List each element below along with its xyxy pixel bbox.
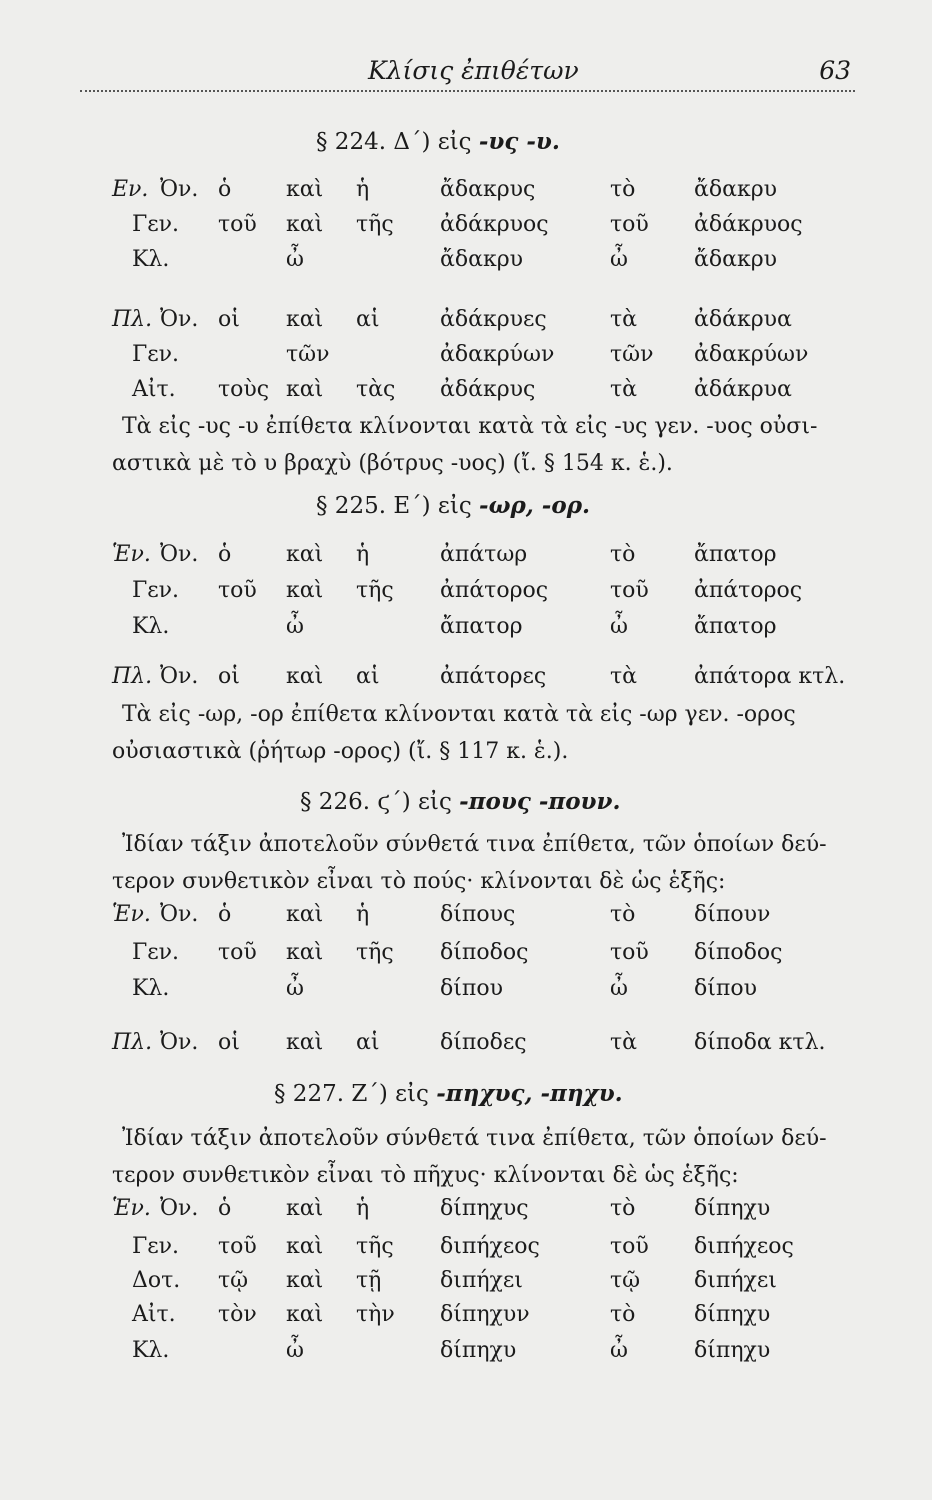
declension-art2: ἡ: [356, 902, 370, 927]
declension-form2: ἄπατορ: [694, 614, 777, 639]
declension-art1: τοῦ: [218, 578, 257, 603]
declension-art3: τῶν: [610, 342, 654, 367]
declension-kai: καὶ: [286, 212, 324, 237]
declension-art2: αἱ: [356, 307, 380, 332]
section-ending: -υς -υ.: [478, 128, 560, 155]
section-heading: [300, 788, 620, 815]
declension-kai: καὶ: [286, 542, 324, 567]
section-label: ϛ΄) εἰς: [377, 789, 452, 815]
declension-art2: τῆς: [356, 212, 394, 237]
declension-art2: ἡ: [356, 542, 370, 567]
page-header: [80, 52, 855, 92]
declension-art1: οἱ: [218, 1030, 240, 1055]
declension-num: Πλ.: [112, 664, 153, 689]
intro-line: τερον συνθετικὸν εἶναι τὸ πούς· κλίνονται δὲ ὡς ἑξῆς:: [112, 869, 726, 894]
declension-num: Πλ.: [112, 307, 153, 332]
declension-row: [0, 1030, 932, 1064]
declension-art3: ὦ: [610, 1338, 628, 1363]
declension-art1: τὸν: [218, 1302, 257, 1327]
declension-row: [0, 1338, 932, 1372]
intro-line: Ἰδίαν τάξιν ἀποτελοῦν σύνθετά τινα ἐπίθετα, τῶν ὁποίων δεύ-: [122, 1126, 827, 1151]
declension-form2: δίπουν: [694, 902, 771, 927]
declension-form2: διπήχει: [694, 1268, 777, 1293]
section-heading: [316, 128, 560, 155]
declension-art1: οἱ: [218, 307, 240, 332]
declension-case: Κλ.: [132, 614, 170, 639]
declension-kai: καὶ: [286, 902, 324, 927]
declension-form2: ἄδακρυ: [694, 247, 778, 272]
declension-case: Ὀν.: [160, 1196, 199, 1221]
declension-form1: ἀδάκρυος: [440, 212, 549, 237]
declension-kai: ὦ: [286, 976, 304, 1001]
declension-kai: καὶ: [286, 307, 324, 332]
declension-kai: καὶ: [286, 940, 324, 965]
declension-kai: καὶ: [286, 1234, 324, 1259]
declension-form2: δίπου: [694, 976, 757, 1001]
declension-row: [0, 342, 932, 376]
declension-art3: τὰ: [610, 1030, 638, 1055]
declension-row: [0, 1196, 932, 1230]
section-number: § 227.: [274, 1081, 345, 1107]
declension-art2: αἱ: [356, 1030, 380, 1055]
note-line: αστικὰ μὲ τὸ υ βραχὺ (βότρυς -υος) (ἴ. § 154 κ. ἑ.).: [112, 451, 673, 476]
declension-form1: δίπηχυ: [440, 1338, 517, 1363]
declension-row: [0, 1234, 932, 1268]
declension-art3: τὰ: [610, 307, 638, 332]
declension-form2: δίπηχυ: [694, 1196, 771, 1221]
declension-form2: δίπηχυ: [694, 1302, 771, 1327]
declension-form1: διπήχεος: [440, 1234, 540, 1259]
declension-kai: ὦ: [286, 247, 304, 272]
declension-form1: δίπηχυς: [440, 1196, 529, 1221]
declension-form2: δίπηχυ: [694, 1338, 771, 1363]
section-intro-paragraph: [112, 1120, 862, 1194]
declension-art3: τὸ: [610, 542, 636, 567]
declension-form1: ἀδάκρυς: [440, 377, 536, 402]
declension-case: Ὀν.: [160, 542, 199, 567]
declension-form1: δίπου: [440, 976, 503, 1001]
declension-art2: αἱ: [356, 664, 380, 689]
declension-row: [0, 902, 932, 936]
declension-form1: ἄπατορ: [440, 614, 523, 639]
section-number: § 225.: [316, 493, 387, 519]
declension-art3: ὦ: [610, 976, 628, 1001]
declension-form1: ἄδακρυ: [440, 247, 524, 272]
declension-art3: ὦ: [610, 614, 628, 639]
declension-art1: τοῦ: [218, 940, 257, 965]
declension-art1: ὁ: [218, 902, 232, 927]
declension-art3: τοῦ: [610, 212, 649, 237]
declension-num: Ἑν.: [112, 902, 151, 927]
declension-case: Ὀν.: [160, 664, 199, 689]
intro-line: τερον συνθετικὸν εἶναι τὸ πῆχυς· κλίνονται δὲ ὡς ἑξῆς:: [112, 1163, 739, 1188]
declension-case: Γεν.: [132, 578, 180, 603]
declension-art3: τὰ: [610, 664, 638, 689]
section-ending: -ωρ, -ορ.: [479, 492, 590, 519]
declension-row: [0, 976, 932, 1010]
declension-row: [0, 177, 932, 211]
declension-form2: ἀπάτορος: [694, 578, 803, 603]
declension-kai: καὶ: [286, 177, 324, 202]
declension-form2: δίποδος: [694, 940, 783, 965]
declension-form2: ἄπατορ: [694, 542, 777, 567]
declension-form1: ἀπάτορος: [440, 578, 549, 603]
declension-row: [0, 1268, 932, 1302]
declension-form1: δίποδες: [440, 1030, 527, 1055]
declension-kai: καὶ: [286, 578, 324, 603]
declension-case: Ὀν.: [160, 1030, 199, 1055]
declension-art2: ἡ: [356, 1196, 370, 1221]
declension-case: Αἰτ.: [132, 1302, 176, 1327]
declension-art3: ὦ: [610, 247, 628, 272]
declension-art2: τῆς: [356, 1234, 394, 1259]
declension-art1: τοῦ: [218, 1234, 257, 1259]
section-label: Ζ΄) εἰς: [351, 1081, 429, 1107]
declension-kai: καὶ: [286, 1196, 324, 1221]
declension-form2: ἀδακρύων: [694, 342, 809, 367]
declension-kai: καὶ: [286, 377, 324, 402]
declension-form2: ἀδάκρυα: [694, 307, 792, 332]
page-number: 63: [819, 56, 851, 85]
declension-kai: ὦ: [286, 614, 304, 639]
declension-kai: καὶ: [286, 1030, 324, 1055]
declension-form1: ἀπάτορες: [440, 664, 547, 689]
declension-form2: ἄδακρυ: [694, 177, 778, 202]
declension-art2: τῆς: [356, 578, 394, 603]
declension-num: Ἑν.: [112, 1196, 151, 1221]
declension-art3: τοῦ: [610, 940, 649, 965]
declension-form2: ἀδάκρυα: [694, 377, 792, 402]
declension-art1: ὁ: [218, 542, 232, 567]
declension-art2: τῆς: [356, 940, 394, 965]
section-heading: [274, 1080, 623, 1107]
declension-form1: διπήχει: [440, 1268, 523, 1293]
section-note-paragraph: [112, 408, 862, 482]
declension-case: Γεν.: [132, 342, 180, 367]
declension-case: Γεν.: [132, 940, 180, 965]
declension-art3: τοῦ: [610, 578, 649, 603]
declension-form2: ἀδάκρυος: [694, 212, 803, 237]
declension-form1: ἀδάκρυες: [440, 307, 547, 332]
declension-form1: δίποδος: [440, 940, 529, 965]
declension-art2: ἡ: [356, 177, 370, 202]
declension-art3: τὸ: [610, 1196, 636, 1221]
declension-kai: καὶ: [286, 664, 324, 689]
section-heading: [316, 492, 590, 519]
declension-row: [0, 377, 932, 411]
declension-case: Αἰτ.: [132, 377, 176, 402]
section-ending: -πους -πουν.: [459, 788, 621, 815]
intro-line: Ἰδίαν τάξιν ἀποτελοῦν σύνθετά τινα ἐπίθετα, τῶν ὁποίων δεύ-: [122, 832, 827, 857]
declension-kai: καὶ: [286, 1268, 324, 1293]
declension-case: Δοτ.: [132, 1268, 181, 1293]
declension-form2: ἀπάτορα κτλ.: [694, 664, 846, 689]
declension-art1: τοῦ: [218, 212, 257, 237]
declension-case: Κλ.: [132, 976, 170, 1001]
declension-case: Γεν.: [132, 1234, 180, 1259]
section-number: § 226.: [300, 789, 371, 815]
declension-case: Κλ.: [132, 1338, 170, 1363]
declension-form1: ἀπάτωρ: [440, 542, 528, 567]
declension-art1: ὁ: [218, 1196, 232, 1221]
note-line: Τὰ εἰς -υς -υ ἐπίθετα κλίνονται κατὰ τὰ εἰς -υς γεν. -υος οὐσι-: [122, 414, 818, 439]
declension-case: Ὀν.: [160, 177, 199, 202]
header-divider: [80, 90, 855, 92]
declension-num: Ἑν.: [112, 542, 151, 567]
declension-art2: τὴν: [356, 1302, 395, 1327]
declension-num: Πλ.: [112, 1030, 153, 1055]
declension-form1: ἀδακρύων: [440, 342, 555, 367]
declension-form1: δίπηχυν: [440, 1302, 530, 1327]
declension-form1: ἄδακρυς: [440, 177, 536, 202]
section-ending: -πηχυς, -πηχυ.: [436, 1080, 623, 1107]
declension-art1: οἱ: [218, 664, 240, 689]
section-label: Δ΄) εἰς: [393, 129, 472, 155]
declension-kai: καὶ: [286, 1302, 324, 1327]
declension-row: [0, 247, 932, 281]
note-line: οὐσιαστικὰ (ῥήτωρ -ορος) (ἴ. § 117 κ. ἑ.).: [112, 739, 569, 764]
declension-case: Ὀν.: [160, 902, 199, 927]
running-title: Κλίσις ἐπιθέτων: [368, 56, 579, 85]
declension-row: [0, 1302, 932, 1336]
declension-form2: διπήχεος: [694, 1234, 794, 1259]
declension-art3: τοῦ: [610, 1234, 649, 1259]
note-line: Τὰ εἰς -ωρ, -ορ ἐπίθετα κλίνονται κατὰ τὰ εἰς -ωρ γεν. -ορος: [122, 702, 796, 727]
declension-row: [0, 940, 932, 974]
declension-row: [0, 578, 932, 612]
declension-row: [0, 664, 932, 698]
declension-art1: ὁ: [218, 177, 232, 202]
declension-art2: τὰς: [356, 377, 396, 402]
declension-form1: δίπους: [440, 902, 516, 927]
declension-row: [0, 542, 932, 576]
declension-kai: τῶν: [286, 342, 330, 367]
declension-case: Ὀν.: [160, 307, 199, 332]
declension-art1: τοὺς: [218, 377, 270, 402]
declension-art3: τὰ: [610, 377, 638, 402]
declension-art3: τὸ: [610, 1302, 636, 1327]
declension-art3: τὸ: [610, 177, 636, 202]
declension-kai: ὦ: [286, 1338, 304, 1363]
declension-art2: τῇ: [356, 1268, 382, 1293]
declension-num: Εν.: [112, 177, 149, 202]
declension-art3: τῷ: [610, 1268, 641, 1293]
section-note-paragraph: [112, 696, 862, 770]
declension-form2: δίποδα κτλ.: [694, 1030, 826, 1055]
section-intro-paragraph: [112, 826, 862, 900]
section-number: § 224.: [316, 129, 387, 155]
declension-case: Κλ.: [132, 247, 170, 272]
declension-row: [0, 614, 932, 648]
declension-art1: τῷ: [218, 1268, 249, 1293]
declension-art3: τὸ: [610, 902, 636, 927]
section-label: Ε΄) εἰς: [393, 493, 472, 519]
declension-row: [0, 212, 932, 246]
declension-row: [0, 307, 932, 341]
declension-case: Γεν.: [132, 212, 180, 237]
